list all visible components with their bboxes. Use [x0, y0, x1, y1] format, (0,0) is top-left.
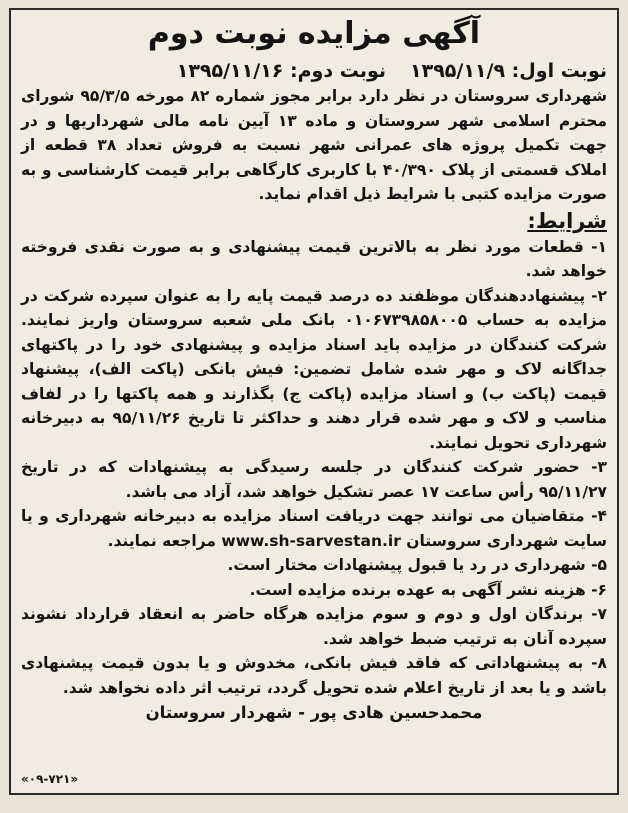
condition-item-1: ۱- قطعات مورد نظر به بالاترین قیمت پیشنهادی و به صورت نقدی فروخته خواهد شد.	[21, 237, 607, 280]
intro-paragraph: شهرداری سروستان در نظر دارد برابر مجوز شماره ۸۲ مورخه ۹۵/۳/۵ شورای محترم اسلامی شهر سروستان و ماده ۱۳ آیین نامه مالی شهرداریها و در جهت تکمیل پروژه های عمرانی شهر نسبت به فروش تعداد ۳۸ قطعه از املاک قسمتی از پلاک ۴۰/۳۹۰ با کاربری کارگاهی برابر قیمت کارشناسی و به صورت مزایده کتبی با شرایط ذیل اقدام نماید.	[21, 87, 607, 203]
condition-item-3: ۳- حضور شرکت کنندگان در جلسه رسیدگی به پیشنهادات که در تاریخ ۹۵/۱۱/۲۷ رأس ساعت ۱۷ عصر تشکیل خواهد شد، آزاد می باشد.	[21, 458, 607, 501]
notice-page	[9, 8, 619, 795]
condition-item-6: ۶- هزینه نشر آگهی به عهده برنده مزایده است.	[249, 580, 607, 599]
condition-item-4	[21, 504, 607, 553]
second-round-date: نوبت دوم: ۱۳۹۵/۱۱/۱۶	[176, 60, 386, 82]
round-dates	[21, 58, 607, 84]
condition-item-7: ۷- برندگان اول و دوم و سوم مزایده هرگاه حاضر به انعقاد قرارداد نشوند سپرده آنان به ترتیب ضبط خواهد شد.	[21, 605, 607, 648]
condition-item-4-text: ۴- متقاضیان می توانند جهت دریافت اسناد مزایده به دبیرخانه شهرداری و یا سایت شهرداری سروستان	[21, 507, 607, 550]
municipality-website-link[interactable]: www.sh-sarvestan.ir	[221, 531, 401, 550]
condition-item-4-end: مراجعه نمایند.	[107, 531, 216, 550]
condition-item-2: ۲- پیشنهاددهندگان موظفند ده درصد قیمت پایه را به عنوان سپرده شرکت در مزایده به حساب ۰۱۰۶۷۳۹۸۵۸۰۰۵ بانک ملی شعبه سروستان واریز نمایند. شرکت کنندگان در مزایده باید اسناد مزایده و پیشنهادی خود را در پاکتهای جداگانه لاک و مهر شده شامل تضمین: فیش بانکی (پاکت الف)، پیشنهاد قیمت (پاکت ب) و اسناد مزایده (پاکت ج) بگذارند و همه پاکتها را در لفاف مناسب و لاک و مهر شده قرار دهند و حداکثر تا تاریخ ۹۵/۱۱/۲۶ به دبیرخانه شهرداری تحویل نمایند.	[21, 286, 607, 452]
notice-title: آگهی مزایده نوبت دوم	[147, 16, 481, 51]
first-round-date: نوبت اول: ۱۳۹۵/۱۱/۹	[410, 60, 607, 82]
notice-code: «۰۹-۷۲۱»	[21, 772, 79, 786]
mayor-signature: محمدحسین هادی پور - شهردار سروستان	[145, 703, 483, 722]
condition-item-8: ۸- به پیشنهاداتی که فاقد فیش بانکی، مخدوش و یا بدون قیمت پیشنهادی باشد و یا بعد از تاریخ اعلام شده تحویل گردد، ترتیب اثر داده نخواهد شد.	[21, 654, 607, 697]
conditions-heading: شرایط:	[527, 208, 607, 233]
condition-item-5: ۵- شهرداری در رد یا قبول پیشنهادات مختار است.	[227, 556, 607, 574]
